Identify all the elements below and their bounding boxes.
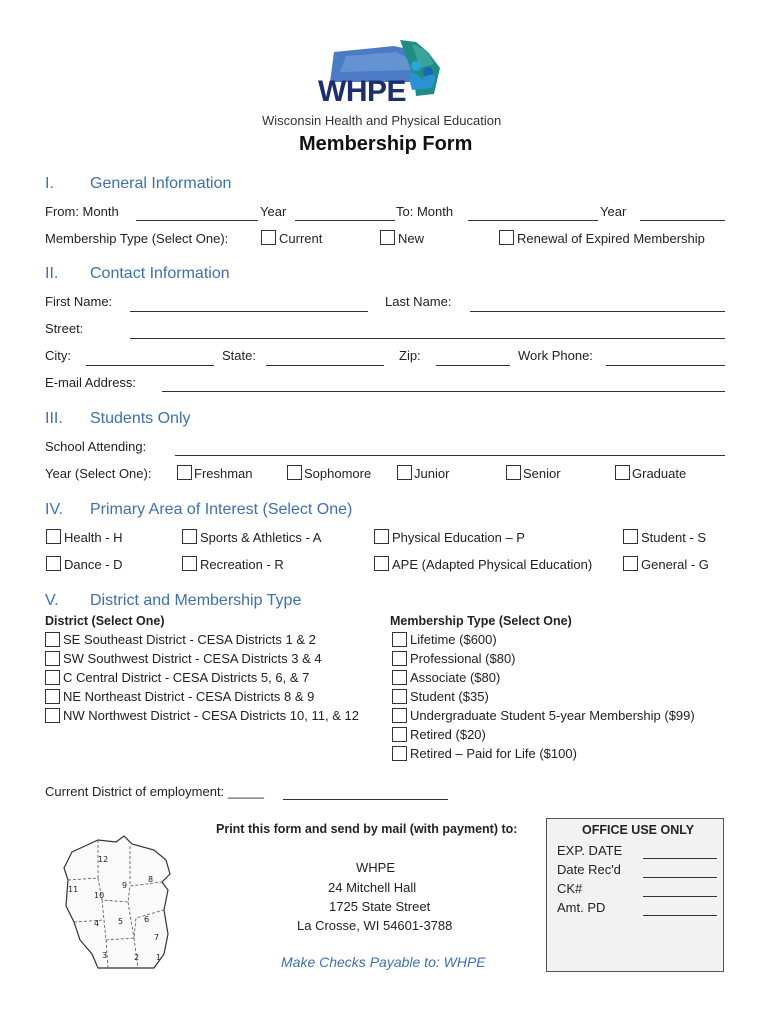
- physical-education-label: Physical Education – P: [392, 530, 525, 545]
- check-number-label: CK#: [557, 881, 583, 896]
- district-sw-checkbox[interactable]: [45, 651, 60, 666]
- from-year-label: Year: [260, 204, 287, 219]
- current-district-field[interactable]: [283, 799, 448, 800]
- to-month-label: To: Month: [396, 204, 454, 219]
- section-4-number: IV.: [45, 501, 64, 518]
- current-district-label: Current District of employment: _____: [45, 784, 264, 799]
- address-line-1: WHPE: [356, 860, 395, 875]
- recreation-checkbox[interactable]: [182, 556, 197, 571]
- from-year-field[interactable]: [295, 220, 395, 221]
- professional-label: Professional ($80): [410, 651, 516, 666]
- student-membership-label: Student ($35): [410, 689, 489, 704]
- logo-wordmark: WHPE: [318, 75, 406, 108]
- health-checkbox[interactable]: [46, 529, 61, 544]
- section-1-title: General Information: [90, 175, 232, 192]
- student-membership-checkbox[interactable]: [392, 689, 407, 704]
- office-use-box: [546, 818, 724, 972]
- renewal-label: Renewal of Expired Membership: [517, 231, 705, 246]
- physical-education-checkbox[interactable]: [374, 529, 389, 544]
- recreation-label: Recreation - R: [200, 557, 284, 572]
- associate-checkbox[interactable]: [392, 670, 407, 685]
- retired-checkbox[interactable]: [392, 727, 407, 742]
- professional-checkbox[interactable]: [392, 651, 407, 666]
- map-label-1: 1: [156, 953, 162, 962]
- map-label-2: 2: [134, 953, 140, 962]
- address-line-3: 1725 State Street: [329, 899, 431, 914]
- address-line-4: La Crosse, WI 54601-3788: [297, 918, 453, 933]
- last-name-field[interactable]: [470, 311, 725, 312]
- lifetime-label: Lifetime ($600): [410, 632, 497, 647]
- associate-label: Associate ($80): [410, 670, 501, 685]
- last-name-label: Last Name:: [385, 294, 452, 309]
- map-label-10: 10: [94, 891, 105, 900]
- state-field[interactable]: [266, 365, 384, 366]
- check-number-field[interactable]: [643, 896, 717, 897]
- student-interest-label: Student - S: [641, 530, 707, 545]
- map-label-11: 11: [68, 885, 79, 894]
- wisconsin-map-icon: [58, 830, 188, 972]
- map-label-9: 9: [122, 881, 128, 890]
- undergrad-checkbox[interactable]: [392, 708, 407, 723]
- address-line-2: 24 Mitchell Hall: [328, 880, 417, 895]
- section-3-number: III.: [45, 410, 63, 427]
- date-received-field[interactable]: [643, 877, 717, 878]
- current-checkbox[interactable]: [261, 230, 276, 245]
- city-field[interactable]: [86, 365, 214, 366]
- amount-paid-label: Amt. PD: [557, 900, 606, 915]
- section-2-title: Contact Information: [90, 265, 230, 282]
- map-label-3: 3: [102, 951, 108, 960]
- student-year-label: Year (Select One):: [45, 466, 152, 481]
- from-month-field[interactable]: [136, 220, 258, 221]
- email-field[interactable]: [162, 391, 725, 392]
- graduate-checkbox[interactable]: [615, 465, 630, 480]
- organization-name: Wisconsin Health and Physical Education: [262, 113, 502, 128]
- to-year-field[interactable]: [640, 220, 725, 221]
- section-5-number: V.: [45, 592, 59, 609]
- map-label-4: 4: [94, 919, 100, 928]
- new-checkbox[interactable]: [380, 230, 395, 245]
- membership-type-heading: Membership Type (Select One): [390, 614, 572, 628]
- new-label: New: [398, 231, 425, 246]
- retired-label: Retired ($20): [410, 727, 486, 742]
- health-label: Health - H: [64, 530, 123, 545]
- membership-type-label: Membership Type (Select One):: [45, 231, 229, 246]
- email-label: E-mail Address:: [45, 375, 137, 390]
- amount-paid-field[interactable]: [643, 915, 717, 916]
- district-sw-label: SW Southwest District - CESA Districts 3 & 4: [63, 651, 322, 666]
- school-field[interactable]: [175, 455, 725, 456]
- payable-note: Make Checks Payable to: WHPE: [281, 954, 486, 970]
- school-label: School Attending:: [45, 439, 147, 454]
- state-label: State:: [222, 348, 256, 363]
- dance-checkbox[interactable]: [46, 556, 61, 571]
- map-label-5: 5: [118, 917, 124, 926]
- map-label-7: 7: [154, 933, 160, 942]
- district-ne-checkbox[interactable]: [45, 689, 60, 704]
- map-label-8: 8: [148, 875, 154, 884]
- district-heading: District (Select One): [45, 614, 165, 628]
- sophomore-checkbox[interactable]: [287, 465, 302, 480]
- section-2-number: II.: [45, 265, 59, 282]
- renewal-checkbox[interactable]: [499, 230, 514, 245]
- junior-checkbox[interactable]: [397, 465, 412, 480]
- sports-athletics-label: Sports & Athletics - A: [200, 530, 322, 545]
- general-label: General - G: [641, 557, 709, 572]
- to-month-field[interactable]: [468, 220, 598, 221]
- map-label-12: 12: [98, 855, 109, 864]
- student-interest-checkbox[interactable]: [623, 529, 638, 544]
- sophomore-label: Sophomore: [304, 466, 372, 481]
- sports-athletics-checkbox[interactable]: [182, 529, 197, 544]
- street-label: Street:: [45, 321, 84, 336]
- office-use-title: OFFICE USE ONLY: [582, 823, 695, 837]
- current-label: Current: [279, 231, 323, 246]
- section-4-title: Primary Area of Interest (Select One): [90, 501, 353, 518]
- undergrad-label: Undergraduate Student 5-year Membership ($99): [410, 708, 695, 723]
- exp-date-label: EXP. DATE: [557, 843, 623, 858]
- general-checkbox[interactable]: [623, 556, 638, 571]
- senior-checkbox[interactable]: [506, 465, 521, 480]
- graduate-label: Graduate: [632, 466, 687, 481]
- freshman-checkbox[interactable]: [177, 465, 192, 480]
- junior-label: Junior: [414, 466, 450, 481]
- lifetime-checkbox[interactable]: [392, 632, 407, 647]
- to-year-label: Year: [600, 204, 627, 219]
- ape-checkbox[interactable]: [374, 556, 389, 571]
- map-label-6: 6: [144, 915, 150, 924]
- date-received-label: Date Rec'd: [557, 862, 621, 877]
- ape-label: APE (Adapted Physical Education): [392, 557, 593, 572]
- mail-instruction: Print this form and send by mail (with payment) to:: [216, 822, 518, 836]
- zip-field[interactable]: [436, 365, 510, 366]
- work-phone-label: Work Phone:: [518, 348, 593, 363]
- district-se-label: SE Southeast District - CESA Districts 1 & 2: [63, 632, 316, 647]
- section-1-number: I.: [45, 175, 54, 192]
- district-se-checkbox[interactable]: [45, 632, 60, 647]
- freshman-label: Freshman: [194, 466, 253, 481]
- exp-date-field[interactable]: [643, 858, 717, 859]
- wisconsin-cesa-map: [58, 830, 188, 972]
- retired-life-label: Retired – Paid for Life ($100): [410, 746, 577, 761]
- street-field[interactable]: [130, 338, 725, 339]
- city-label: City:: [45, 348, 71, 363]
- page-title: Membership Form: [299, 133, 473, 155]
- zip-label: Zip:: [399, 348, 421, 363]
- district-nw-label: NW Northwest District - CESA Districts 10, 11, & 12: [63, 708, 359, 723]
- first-name-field[interactable]: [130, 311, 368, 312]
- district-ne-label: NE Northeast District - CESA Districts 8 & 9: [63, 689, 315, 704]
- district-c-label: C Central District - CESA Districts 5, 6, & 7: [63, 670, 310, 685]
- first-name-label: First Name:: [45, 294, 113, 309]
- work-phone-field[interactable]: [606, 365, 725, 366]
- retired-life-checkbox[interactable]: [392, 746, 407, 761]
- senior-label: Senior: [523, 466, 561, 481]
- section-5-title: District and Membership Type: [90, 592, 302, 609]
- from-month-label: From: Month: [45, 204, 119, 219]
- district-c-checkbox[interactable]: [45, 670, 60, 685]
- section-3-title: Students Only: [90, 410, 191, 427]
- dance-label: Dance - D: [64, 557, 123, 572]
- district-nw-checkbox[interactable]: [45, 708, 60, 723]
